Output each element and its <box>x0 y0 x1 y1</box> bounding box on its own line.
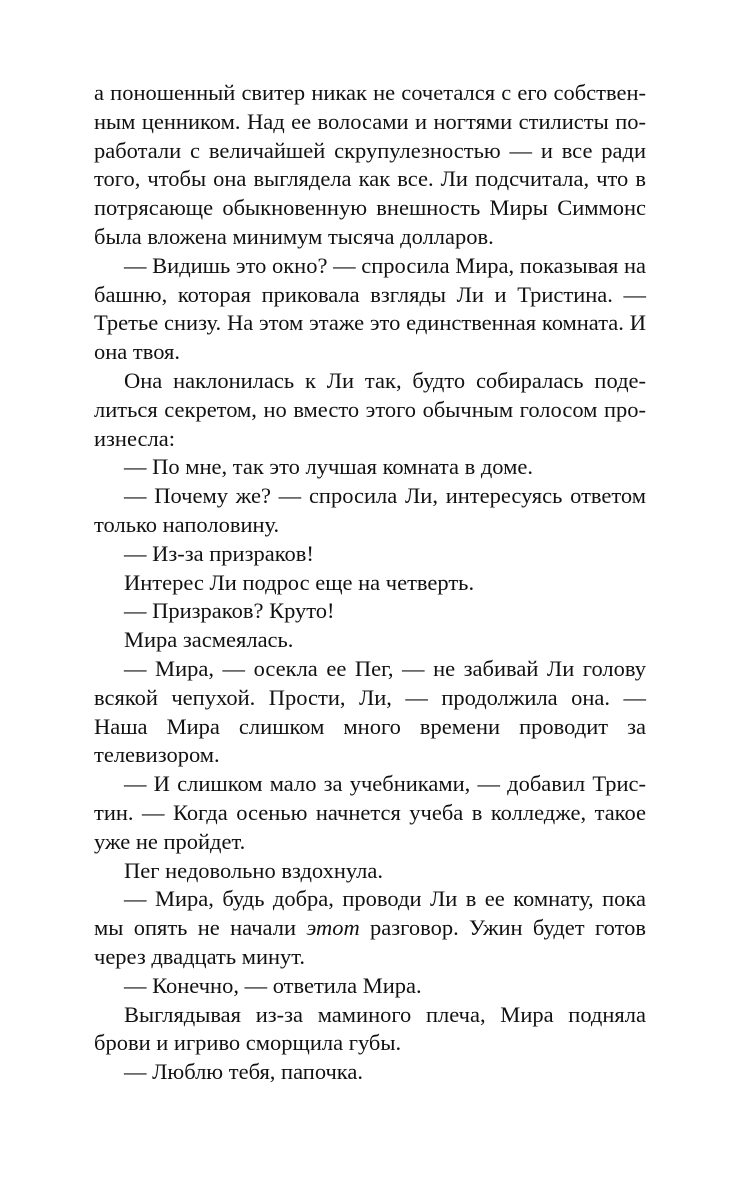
text-run: — Конечно, — ответила Мира. <box>124 972 422 998</box>
text-run: разговор. Ужин будет готов через двадцать минут. <box>94 915 646 969</box>
text-run: — Призраков? Круто! <box>124 598 335 624</box>
paragraph <box>94 626 646 655</box>
text-run: — Видишь это окно? — спросила Мира, показывая на башню, которая приковала взгляды Ли и Тристина. — Третье снизу. На этом этаже это единственная комната. И она твоя. <box>94 252 646 365</box>
text-run: Интерес Ли подрос еще на четверть. <box>124 569 475 595</box>
paragraph <box>94 655 646 770</box>
text-run: — Почему же? — спросила Ли, интересуясь ответом только наполовину. <box>94 483 646 537</box>
paragraph <box>94 482 646 540</box>
text-run: а поношенный свитер никак не сочетался с его собственным ценником. Над ее волосами и ногтями стилисты поработали с величайшей скрупулезностью — и все ради того, чтобы она выглядела как все. Ли подсчитала, что в потрясающе обыкновенную внешность Миры Симмонс была вложена минимум тысяча долларов. <box>94 80 646 249</box>
text-run: Пег недовольно вздохнула. <box>124 857 383 883</box>
text-run: — Мира, — осекла ее Пег, — не забивай Ли голову всякой чепухой. Прости, Ли, — продолжила она. — Наша Мира слишком много времени проводит за телевизором. <box>94 655 646 768</box>
paragraph <box>94 1058 646 1087</box>
paragraph <box>94 597 646 626</box>
book-page-text <box>94 79 646 1087</box>
paragraph <box>94 453 646 482</box>
paragraph <box>94 857 646 886</box>
paragraph <box>94 1001 646 1059</box>
paragraph <box>94 569 646 598</box>
paragraph <box>94 367 646 453</box>
text-run: Выглядывая из-за маминого плеча, Мира подняла брови и игриво сморщила губы. <box>94 1001 646 1056</box>
paragraph <box>94 79 646 252</box>
text-run: — Из-за призраков! <box>124 540 314 566</box>
text-run: — Люблю тебя, папочка. <box>124 1059 364 1085</box>
text-run: Она наклонилась к Ли так, будто собиралась поделиться секретом, но вместо этого обычным голосом произнесла: <box>94 367 646 451</box>
paragraph <box>94 770 646 856</box>
paragraph <box>94 252 646 367</box>
text-run: Мира засмеялась. <box>124 627 294 653</box>
text-run: — И слишком мало за учебниками, — добавил Тристин. — Когда осенью начнется учеба в колледже, такое уже не пройдет. <box>94 771 646 854</box>
text-run: — Мира, будь добра, проводи Ли в ее комнату, пока мы опять не начали <box>94 886 646 941</box>
paragraph <box>94 540 646 569</box>
italic-text: этот <box>306 915 360 941</box>
text-run: — По мне, так это лучшая комната в доме. <box>124 454 533 480</box>
paragraph <box>94 972 646 1001</box>
paragraph <box>94 885 646 971</box>
